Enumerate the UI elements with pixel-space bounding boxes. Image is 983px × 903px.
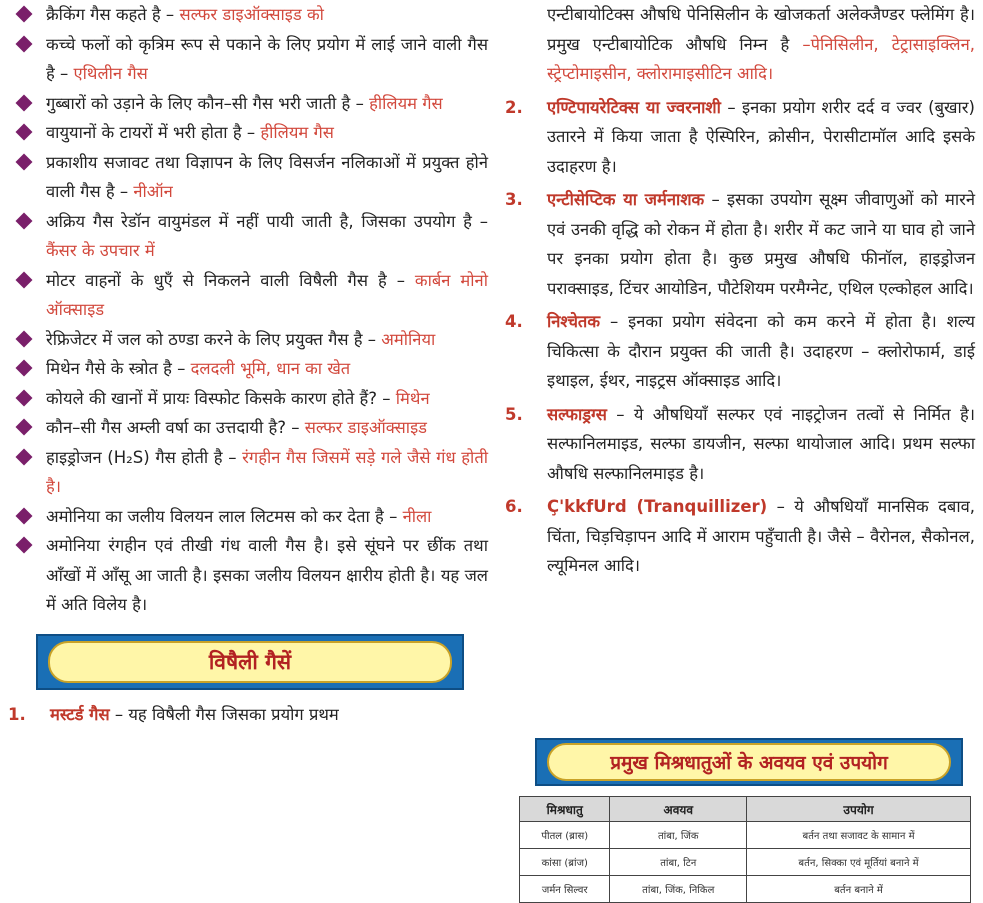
alloy-table (519, 796, 971, 903)
medicine-item (505, 400, 975, 489)
fact-text: कौन–सी गैस अम्ली वर्षा का उत्तदायी है? – (46, 418, 305, 437)
item-number: 5. (505, 404, 523, 424)
table-cell: जर्मन सिल्वर (520, 876, 610, 903)
gas-fact-item (8, 89, 488, 119)
item-term: Ç'kkfUrd (Tranquillizer) (547, 497, 768, 516)
fact-answer: अमोनिया (381, 329, 436, 349)
fact-answer: सल्फर डाइऑक्साइड को (179, 5, 324, 24)
diamond-bullet-icon (16, 419, 33, 436)
toxic-gases-title: विषैली गैसें (48, 641, 452, 683)
item-number: 2. (505, 97, 523, 117)
fact-text: प्रकाशीय सजावट तथा विज्ञापन के लिए विसर्जन नलिकाओं में प्रयुक्त होने वाली गैस है – (46, 152, 488, 201)
medicine-item (505, 185, 975, 303)
table-cell: पीतल (ब्रास) (520, 822, 610, 849)
table-cell: बर्तन बनाने में (747, 876, 971, 903)
gas-fact-item (8, 30, 488, 89)
table-cell: कांसा (ब्रांज) (520, 849, 610, 876)
fact-text: क्रैकिंग गैस कहते है – (46, 5, 180, 24)
right-column (505, 0, 976, 896)
table-cell: तांबा, जिंक, निकिल (610, 876, 747, 903)
item-text: – इसका उपयोग सूक्ष्म जीवाणुओं को मारने एवं उनकी वृद्धि को रोकन में होता है। शरीर में कट जाने या घाव हो जाने पर इनका प्रयोग होता है। कुछ प्रमुख औषधि फीनॉल, हाइड्रोजन पराक्साइड, टिंचर आयोडिन, पौटेशियम परमैग्नेट, एथिल एल्कोहल आदि। (547, 190, 975, 298)
gas-fact-item (8, 266, 488, 325)
table-row (520, 822, 971, 849)
gas-fact-item (8, 354, 488, 384)
mustard-gas-item (8, 700, 488, 730)
item-term: निश्चेतक (547, 312, 600, 331)
item-text: – इनका प्रयोग शरीर दर्द व ज्वर (बुखार) उतारने में किया जाता है ऐस्पिरिन, क्रोसीन, पेरासीटामॉल आदि इसके उदाहरण है। (547, 97, 975, 176)
fact-answer: कैंसर के उपचार में (46, 241, 155, 260)
gas-fact-item (8, 325, 488, 355)
fact-answer: कार्बन मोनो ऑक्साइड (46, 270, 488, 319)
fact-answer: रंगहीन गैस जिसमें सड़े गले जैसे गंध होती है। (46, 447, 488, 496)
diamond-bullet-icon (16, 35, 33, 52)
fact-text: वायुयानों के टायरों में भरी होता है – (46, 123, 261, 142)
fact-text: हाइड्रोजन (H₂S) गैस होती है – (46, 447, 243, 467)
medicine-item (505, 307, 975, 396)
gas-fact-item (8, 0, 488, 30)
item-number: 1. (8, 704, 26, 724)
fact-answer: सल्फर डाइऑक्साइड (304, 418, 427, 437)
fact-answer: नीला (402, 506, 432, 526)
gas-fact-item (8, 148, 488, 207)
diamond-bullet-icon (16, 124, 33, 141)
diamond-bullet-icon (16, 212, 33, 229)
item-term: एण्टिपायरेटिक्स या ज्वरनाशी (547, 97, 721, 117)
table-cell: बर्तन तथा सजावट के सामान में (747, 822, 971, 849)
diamond-bullet-icon (16, 537, 33, 554)
column-header: उपयोग (747, 797, 971, 822)
fact-text: गुब्बारों को उड़ाने के लिए कौन–सी गैस भरी जाती है – (46, 93, 370, 113)
fact-answer: एथिलीन गैस (73, 64, 148, 83)
item-term: मस्टर्ड गैस (50, 704, 110, 724)
fact-answer: दलदली भूमि, धान का खेत (190, 359, 351, 378)
intro-text: एन्टीबायोटिक्स औषधि पेनिसिलीन के खोजकर्ता अलेक्जैण्डर फ्लेमिंग है। प्रमुख एन्टीबायोटिक औषधि निम्न है (547, 5, 975, 54)
gas-fact-item (8, 118, 488, 148)
gas-fact-item (8, 531, 488, 620)
medicine-list (505, 93, 975, 581)
alloys-banner (535, 738, 963, 786)
item-text: – इनका प्रयोग संवेदना को कम करने में होता है। शल्य चिकित्सा के दौरान प्रयुक्त की जाती है। उदाहरण – क्लोरोफार्म, डाई इथाइल, ईथर, नाइट्रस ऑक्साइड आदि। (547, 312, 975, 390)
medicine-item (505, 492, 975, 581)
diamond-bullet-icon (16, 153, 33, 170)
alloys-title: प्रमुख मिश्रधातुओं के अवयव एवं उपयोग (547, 743, 951, 781)
gas-facts-list (8, 0, 488, 620)
fact-text: अमोनिया रंगहीन एवं तीखी गंध वाली गैस है। इसे सूंघने पर छींक तथा आँखों में आँसू आ जाती है। इसका जलीय विलयन क्षारीय होती है। यह जल में अति विलेय है। (46, 536, 488, 614)
fact-text: कोयले की खानों में प्रायः विस्फोट किसके कारण होते हैं? – (46, 388, 396, 408)
fact-text: रेफ्रिजेटर में जल को ठण्डा करने के लिए प्रयुक्त गैस है – (46, 329, 382, 349)
medicine-item (505, 93, 975, 182)
intro-highlight: –पेनिसिलीन, टेट्रासाइक्लिन, स्ट्रेप्टोमाइसीन, क्लोरामाइसीटिन आदि। (547, 34, 975, 83)
alloy-table-body (520, 822, 971, 903)
item-number: 6. (505, 497, 523, 516)
diamond-bullet-icon (16, 448, 33, 465)
item-text: – ये औषधियाँ सल्फर एवं नाइट्रोजन तत्वों से निर्मित है। सल्फानिलमाइड, सल्फा डायजीन, सल्फा थायोजाल आदि। प्रथम सल्फा औषधि सल्फानिलमाइड है। (547, 404, 975, 483)
item-text: – यह विषैली गैस जिसका प्रयोग प्रथम (109, 704, 339, 724)
column-header: अवयव (610, 797, 747, 822)
diamond-bullet-icon (16, 507, 33, 524)
gas-fact-item (8, 207, 488, 266)
diamond-bullet-icon (16, 6, 33, 23)
table-cell: तांबा, टिन (610, 849, 747, 876)
item-term: सल्फाड्रग्स (547, 404, 607, 424)
diamond-bullet-icon (16, 389, 33, 406)
column-header: मिश्रधातु (520, 797, 610, 822)
table-cell: बर्तन, सिक्का एवं मूर्तियां बनाने में (747, 849, 971, 876)
table-row (520, 876, 971, 903)
diamond-bullet-icon (16, 271, 33, 288)
fact-text: कच्चे फलों को कृत्रिम रूप से पकाने के लिए प्रयोग में लाई जाने वाली गैस है – (46, 34, 488, 83)
fact-answer: हीलियम गैस (260, 123, 334, 142)
fact-answer: हीलियम गैस (369, 93, 443, 113)
antibiotics-intro (505, 0, 975, 89)
alloy-table-header (520, 797, 971, 822)
table-cell: तांबा, जिंक (610, 822, 747, 849)
gas-fact-item (8, 443, 488, 502)
diamond-bullet-icon (16, 360, 33, 377)
toxic-gases-banner (36, 634, 464, 690)
diamond-bullet-icon (16, 94, 33, 111)
gas-fact-item (8, 413, 488, 443)
table-row (520, 849, 971, 876)
diamond-bullet-icon (16, 330, 33, 347)
item-number: 4. (505, 312, 523, 331)
gas-fact-item (8, 502, 488, 532)
fact-text: अमोनिया का जलीय विलयन लाल लिटमस को कर देता है – (46, 506, 403, 526)
left-column (8, 0, 488, 729)
item-number: 3. (505, 190, 523, 209)
fact-answer: मिथेन (395, 388, 430, 408)
item-term: एन्टीसेप्टिक या जर्मनाशक (547, 190, 705, 209)
fact-text: अक्रिय गैस रेडॉन वायुमंडल में नहीं पायी जाती है, जिसका उपयोग है – (46, 211, 488, 231)
gas-fact-item (8, 384, 488, 414)
item-text: – ये औषधियाँ मानसिक दबाव, चिंता, चिड़चिड़ापन आदि में आराम पहुँचाती है। जैसे – वैरोनल, सैकोनल, ल्यूमिनल आदि। (547, 497, 976, 575)
fact-text: मिथेन गैसे के स्त्रोत है – (46, 359, 191, 378)
fact-answer: नीऑन (133, 182, 173, 201)
fact-text: मोटर वाहनों के धुएँ से निकलने वाली विषैली गैस है – (46, 270, 415, 290)
